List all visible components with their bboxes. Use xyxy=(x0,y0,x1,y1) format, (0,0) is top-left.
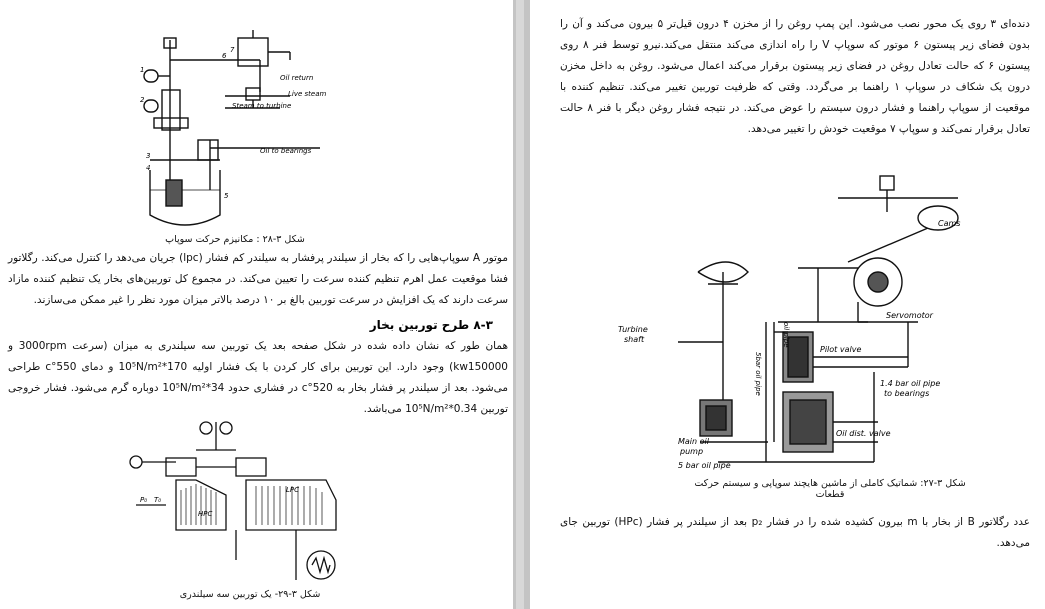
left-page xyxy=(0,0,513,609)
fig28-num-4: 4 xyxy=(146,164,151,172)
label-live-steam: Live steam xyxy=(288,90,327,98)
fig28-num-1: 1 xyxy=(140,66,145,74)
label-oil-return: Oil return xyxy=(280,74,314,82)
label-hpc: HPC xyxy=(198,510,213,518)
label-5bar-oil-pipe: 5 bar oil pipe xyxy=(678,461,731,470)
left-paragraph-2: همان طور که نشان داده شده در شکل صفحه بعد یک توربین سه سیلندری به میزان (سرعت 3000rpm و kw150000) وجود دارد. این توربین برای کار کردن با یک فشار اولیه 170*10⁵N/m² و دمای 550°c طراحی می‌شود. بعد از سیلندر پر فشار بخار به 520°c در فشاری حدود 34*10⁵N/m² دوباره گرم می‌شود. فشار خروجی توربین 0.34*10⁵N/m² می‌باشد. xyxy=(8,340,508,415)
label-vertical-pipe-2: oil pipe xyxy=(782,322,790,348)
figure-3-27-caption: شکل ۳-۲۷: شماتیک کاملی از ماشین هایچند سوپاپی و سیستم حرکت قطعات xyxy=(694,478,966,500)
right-page xyxy=(530,0,1045,609)
label-oil-pipe-1: 1.4 bar oil pipe xyxy=(880,379,941,388)
figure-3-29-three-cylinder-turbine xyxy=(126,420,356,585)
fig28-num-7: 7 xyxy=(230,46,235,54)
figure-3-28-valve-mechanism xyxy=(140,30,330,230)
right-paragraph-1: دنده‌ای ۳ روی یک محور نصب می‌شود. این پمپ روغن را از مخزن ۴ درون قیل‌تر ۵ بیرون می‌کند و آن را بدون فضای زیر پیستون ۶ موتور که سوپاپ V را راه اندازی می‌کند منتقل می‌کند.نیرو توسط فنر ۸ روی پیستون ۶ که حالت تعادل روغن در فضای زیر پیستون برقرار می‌کند اعمال می‌شود. روغن به داخل مخزن درون یک شکاف در سوپاپ ۱ راهنما بر می‌گردد. وقتی که ظرفیت توربین تغییر می‌کند. تنظیم کننده با موقعیت از سوپاپ راهنما و فشار درون سیستم را عوض می‌کند. در نتیجه فشار روغن دیگر با فنر ۸ حالت تعادل برقرار نمی‌کند و سوپاپ ۷ موقعیت خودش را تغییر می‌دهد. xyxy=(560,18,1031,135)
figure-3-29-caption: شکل ۳-۲۹- یک توربین سه سیلندری xyxy=(179,589,321,600)
label-vertical-pipe: 5bar oil pipe xyxy=(754,352,762,396)
label-cams: Cams xyxy=(938,219,961,228)
figure-3-27-valve-schematic xyxy=(618,172,998,472)
label-steam-to-turbine: Steam to turbine xyxy=(232,102,292,110)
label-lpc: LPC xyxy=(286,486,300,494)
label-t0: T₀ xyxy=(154,496,162,504)
label-turbine-shaft-1: Turbine xyxy=(618,325,648,334)
label-servomotor: Servomotor xyxy=(886,311,933,320)
label-p0: P₀ xyxy=(140,496,148,504)
label-oil-to-bearings: Oil to bearings xyxy=(260,147,312,155)
left-paragraph-1: موتور A سوپاپ‌هایی را که بخار از سیلندر پرفشار به سیلندر کم فشار (lpc) جریان می‌دهد را کنترل می‌کند. رگلاتور فشا موقعیت عمل اهرم تنظیم کننده سرعت را تعیین می‌کند. در مجموع کل توربین‌های بخار یک تنظیم کننده مازاد سرعت دارند که یک افزایش در سرعت توربین بالغ بر ۱۰ درصد بالاتر میزان مورد نظر را غیر ممکن می‌سازند. xyxy=(8,252,508,306)
label-pilot-valve: Pilot valve xyxy=(820,345,862,354)
label-oil-dist-valve: Oil dist. valve xyxy=(836,429,891,438)
label-main-oil-1: Main oil xyxy=(678,437,709,446)
label-turbine-shaft-2: shaft xyxy=(624,335,645,344)
fig28-num-2: 2 xyxy=(140,96,145,104)
label-main-oil-2: pump xyxy=(680,447,704,456)
scrollbar[interactable] xyxy=(516,0,524,609)
section-heading-3-8: ۸-۳ طرح توربین بخار xyxy=(369,318,493,332)
right-paragraph-2: عدد رگلاتور B از بخار با m بیرون کشیده شده را در فشار p₂ بعد از سیلندر پر فشار (HPc) توربین جای می‌دهد. xyxy=(560,516,1030,549)
fig28-num-3: 3 xyxy=(146,152,151,160)
fig28-num-6: 6 xyxy=(222,52,227,60)
label-oil-pipe-2: to bearings xyxy=(884,389,930,398)
figure-3-28-caption: شکل ۳-۲۸ : مکانیزم حرکت سوپاپ xyxy=(165,234,305,245)
fig28-num-5: 5 xyxy=(224,192,229,200)
